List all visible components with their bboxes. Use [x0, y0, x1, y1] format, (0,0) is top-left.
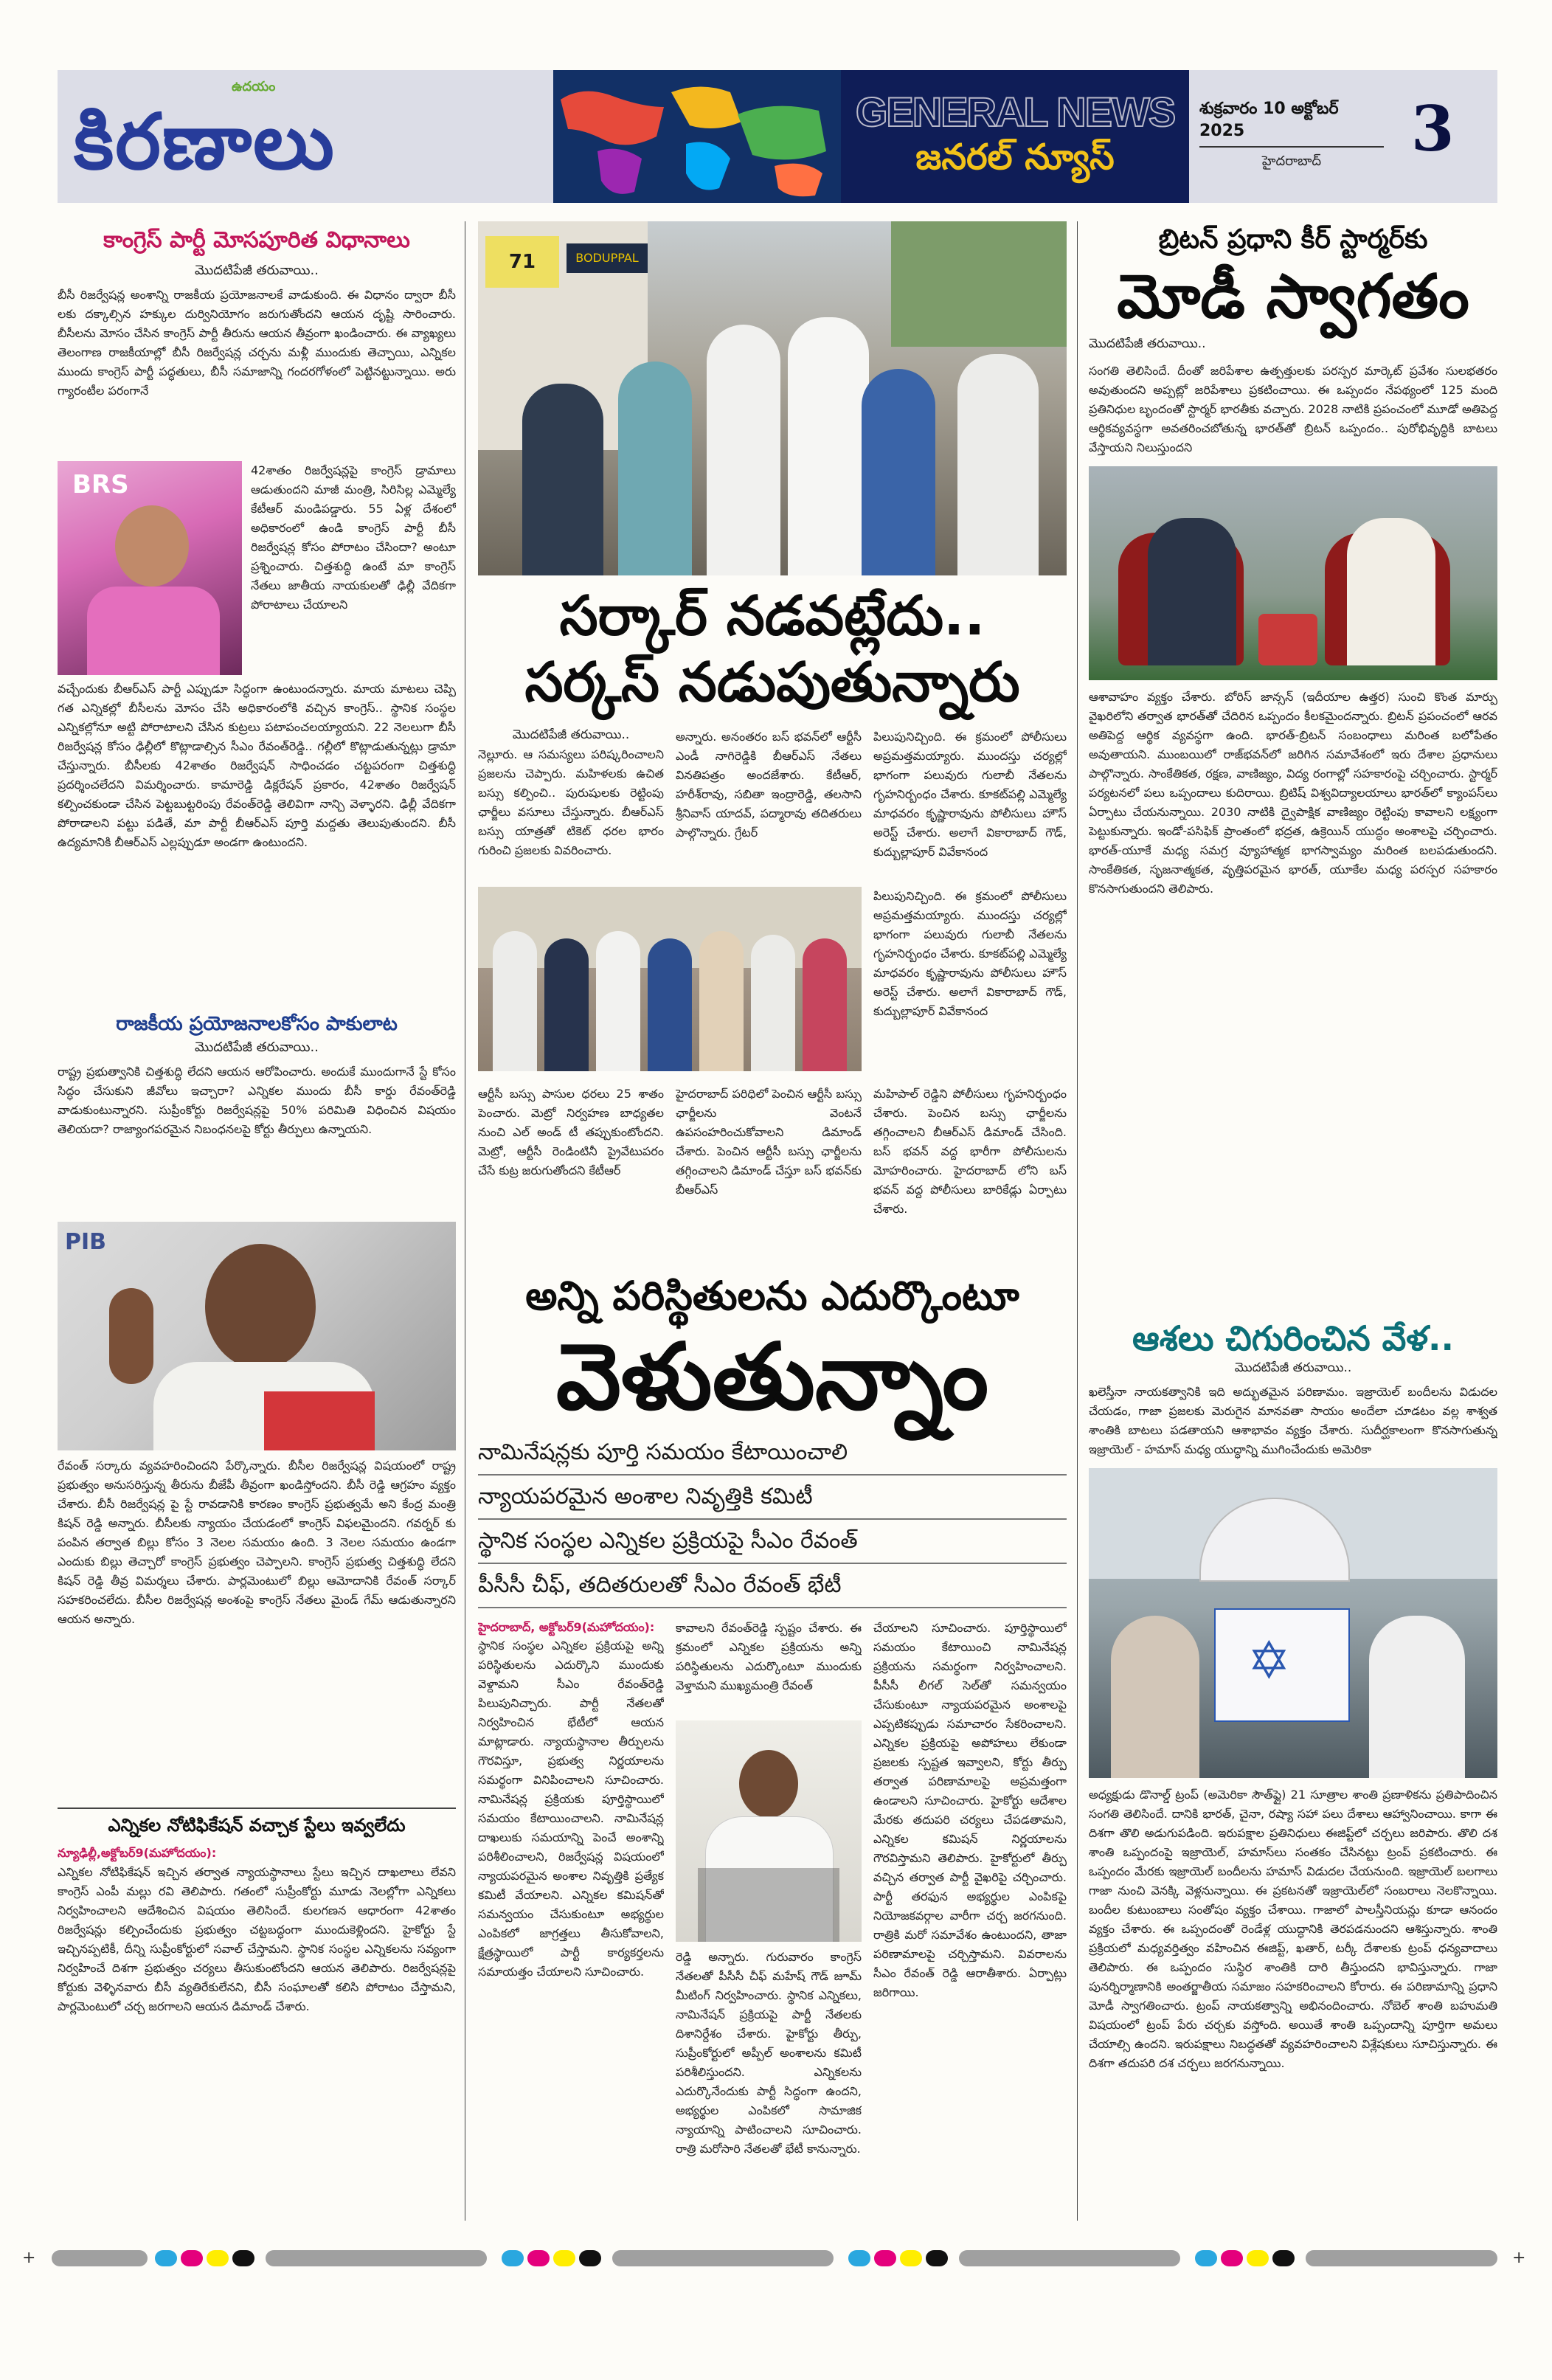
dateline — [1199, 100, 1384, 172]
story-byline: మొదటిపేజీ తరువాయి.. — [1089, 336, 1206, 351]
headline-main: వెళుతున్నాం — [555, 1324, 989, 1431]
story-title-politics: రాజకీయ ప్రయోజనాలకోసం పాకులాట — [116, 1013, 398, 1035]
story-byline: మొదటిపేజీ తరువాయి.. — [1234, 1360, 1352, 1375]
deck-line: పీసీసీ చీఫ్, తదితరులతో సీఎం రేవంత్ భేటీ — [478, 1570, 1067, 1608]
print-color-bar: + + — [22, 2249, 1526, 2267]
dateline-rule — [1199, 146, 1384, 148]
story-paragraph: రెడ్డి అన్నారు. గురువారం కాంగ్రెస్ నేతలతో పీసీసీ చీఫ్ మహేష్ గౌడ్ జూమ్ మీటింగ్ నిర్వహించారు. స్థానిక ఎన్నికలు, నామినేషన్ ప్రక్రియపై పార్టీ నేతలకు దిశానిర్దేశం చేశారు. హైకోర్టు తీర్పు, సుప్రీంకోర్టులో అప్పీల్ అంశాలను కమిటీ పరిశీలిస్తుందని. ఎన్నికలను ఎదుర్కొనేందుకు పార్టీ సిద్ధంగా ఉందని, అభ్యర్థుల ఎంపికలో సామాజిక న్యాయాన్ని పాటించాలని సూచించారు. రాత్రి మరోసారి నేతలతో భేటీ కానున్నారు. — [676, 1950, 862, 2156]
story-paragraph: ఎన్నికల నోటిఫికేషన్ ఇచ్చిన తర్వాత న్యాయస్థానాలు స్టేలు ఇచ్చిన దాఖలాలు లేవని కాంగ్రెస్ ఎంపీ మల్లు రవి తెలిపారు. గతంలో సుప్రీంకోర్టు మూడు నెలల్లోగా ఎన్నికలు నిర్వహించాలని ఆదేశించిన విషయం తెలిసిందే. కులగణన ఆధారంగా 42శాతం రిజర్వేషన్లు కల్పించేందుకు ప్రభుత్వం చట్టబద్ధంగా ముందుకెళ్లిందని. హైకోర్టు స్టే ఇచ్చినప్పటికీ, దీన్ని సుప్రీంకోర్టులో సవాల్ చేస్తామని. స్థానిక సంస్థల ఎన్నికలను సవ్యంగా నిర్వహించే దిశగా ప్రభుత్వం చర్యలు తీసుకుంటోందని ఆయన తెలిపారు. రిజర్వేషన్లపై కోర్టుకు వెళ్ళినవారు బీసీ వ్యతిరేకులేనని, బీసీ సంఘాలతో కలిసి పోరాటం చేస్తామని, పార్లమెంటులో చర్చ జరగాలని ఆయన డిమాండ్ చేశారు. — [58, 1865, 456, 2013]
story-paragraph: హైదరాబాద్ పరిధిలో పెంచిన ఆర్టీసీ బస్సు ఛార్జీలను వెంటనే ఉపసంహరించుకోవాలని డిమాండ్ చేశారు. పెంచిన ఆర్టీసీ బస్సు ఛార్జీలను తగ్గించాలని డిమాండ్ చేస్తూ బస్ భవన్‌కు బీఆర్ఎస్ — [676, 1087, 862, 1197]
edition-city: హైదరాబాద్ — [1261, 153, 1322, 169]
story-paragraph: బీసీ రిజర్వేషన్ల అంశాన్ని రాజకీయ ప్రయోజనాలకే వాడుకుంది. ఈ విధానం ద్వారా బీసీ లకు దక్కాల్సిన హక్కుల దుర్వినియోగం జరుగుతోందని ఆయన దృష్టి సారించారు. బీసీలను మోసం చేసిన కాంగ్రెస్ పార్టీ తీరును ఆయన తీవ్రంగా ఖండించారు. ఈ వ్యాఖ్యలు తెలంగాణ రాజకీయాల్లో బీసీ రిజర్వేషన్ల చర్చను మళ్లీ ముందుకు తెచ్చాయి, ఎన్నికల ముందు కాంగ్రెస్ పార్టీ పద్ధతులు, బీసీ సమాజాన్ని గందరగోళంలో పెట్టినట్టున్నాయి. అరు గ్యారంటీల పరంగానే — [58, 288, 456, 398]
headline-hopes: ఆశలు చిగురించిన వేళ.. — [1132, 1318, 1454, 1358]
story-byline: మొదటిపేజీ తరువాయి.. — [512, 727, 630, 742]
story-byline: మొదటిపేజీ తరువాయి.. — [195, 263, 319, 278]
newspaper-logo — [58, 70, 500, 203]
story-dateline: హైదరాబాద్, అక్టోబర్9(మహోదయం): — [478, 1620, 655, 1634]
issue-date: శుక్రవారం 10 అక్టోబర్ 2025 — [1199, 100, 1339, 140]
center-top-story — [478, 221, 1067, 1269]
deck-line: నామినేషన్లకు పూర్తి సమయం కేటాయించాలి — [478, 1437, 1067, 1476]
left-column — [58, 221, 456, 2221]
section-banner — [553, 70, 1189, 203]
photo-israel-celebration: ✡ — [1089, 1468, 1497, 1778]
photo-modi-starmer — [1089, 466, 1497, 680]
masthead — [58, 70, 1497, 203]
photo-kishan-reddy: PIB — [58, 1222, 456, 1450]
deck-line: న్యాయపరమైన అంశాల నివృత్తికి కమిటీ — [478, 1481, 1067, 1520]
story-paragraph: అధ్యక్షుడు డొనాల్డ్ ట్రంప్ (అమెరికా సౌత్‌ఫ్లై) 21 సూత్రాల శాంతి ప్రణాళికను ప్రతిపాదించిన సంగతి తెలిసిందే. దానికి భారత్, చైనా, రష్యా సహా పలు దేశాలు ఆహ్వానించాయి. కాగా ఈ దిశగా తొలి అడుగుపడింది. ఇరుపక్షాల ప్రతినిధులు ఈజిప్ట్‌లో చర్చలు జరిపారు. తొలి దశ శాంతి ఒప్పందంపై ఇజ్రాయెల్, హమాస్‌లు సంతకం చేసినట్టు ట్రంప్ ప్రకటించారు. ఈ ఒప్పందం మేరకు ఇజ్రాయెల్ బందీలను హమాస్ విడుదల చేయనుంది. ఇజ్రాయెల్ బలగాలు గాజా నుంచి వెనక్కి వెళ్లనున్నాయి. ఈ ప్రకటనతో ఇజ్రాయెల్‌లో సంబరాలు నెలకొన్నాయి. బందీల కుటుంబాలు సంతోషం వ్యక్తం చేశాయి. గాజాలో పాలస్తీనియన్లు కూడా ఆనందం వ్యక్తం చేశారు. ఈ ఒప్పందంతో రెండేళ్ల యుద్ధానికి తెరపడనుందని ఆశిస్తున్నారు. శాంతి ప్రక్రియలో మధ్యవర్తిత్వం వహించిన ఈజిప్ట్, ఖతార్, టర్కీ దేశాలకు ట్రంప్ ధన్యవాదాలు తెలిపారు. ఈ ఒప్పందం సుస్థిర శాంతికి దారి తీస్తుందని భావిస్తున్నారు. గాజా పునర్నిర్మాణానికి అంతర్జాతీయ సమాజం సహకరించాలని కోరారు. ఈ పరిణామాన్ని ప్రధాని మోడీ స్వాగతించారు. ట్రంప్ నాయకత్వాన్ని అభినందించారు. నోబెల్ శాంతి బహుమతి విషయంలో ట్రంప్ పేరు చర్చకు వస్తోంది. అయితే శాంతి ఒప్పందాన్ని పూర్తిగా అమలు చేయాల్సి ఉందని. ఇరుపక్షాలు నిబద్ధతతో వ్యవహరించాలని విశ్లేషకులు సూచిస్తున్నారు. ఈ దిశగా తదుపరి దశ చర్చలు జరగనున్నాయి. — [1089, 1788, 1497, 2070]
story-paragraph: నెల్లూరు. ఆ సమస్యలు పరిష్కరించాలని ప్రజలను చెప్పారు. మహిళలకు ఉచిత బస్సు కల్పించి.. పురుషులకు రెట్టింపు ఛార్జీలు వసూలు చేస్తున్నారు. బీఆర్ఎస్ బస్సు యాత్రతో టికెట్ ధరల భారం గురించి ప్రజలకు వివరించారు. — [478, 747, 664, 857]
story-paragraph: పిలుపునిచ్చింది. ఈ క్రమంలో పోలీసులు అప్రమత్తమయ్యారు. ముందస్తు చర్యల్లో భాగంగా పలువురు గులాబీ నేతలను గృహనిర్బంధం చేశారు. కూకట్‌పల్లి ఎమ్మెల్యే మాధవరం కృష్ణారావును పోలీసులు హౌస్ అరెస్ట్ చేశారు. అలాగే వికారాబాద్ గౌడ్, కుద్బుల్లాపూర్ వివేకానంద — [873, 889, 1067, 1018]
story-paragraph: చేయాలని సూచించారు. పూర్తిస్థాయిలో సమయం కేటాయించి నామినేషన్ల ప్రక్రియను సమర్థంగా నిర్వహించాలని. పీసీసీ లీగల్ సెల్‌తో సమన్వయం చేసుకుంటూ న్యాయపరమైన అంశాలపై ఎప్పటికప్పుడు సమాచారం సేకరించాలని. ఎన్నికల ప్రక్రియపై అపోహలు లేకుండా ప్రజలకు స్పష్టత ఇవ్వాలని, కోర్టు తీర్పు తర్వాత పరిణామాలపై అప్రమత్తంగా ఉండాలని సూచించారు. హైకోర్టు ఆదేశాల మేరకు తదుపరి చర్యలు చేపడతామని, ఎన్నికల కమిషన్ నిర్ణయాలను గౌరవిస్తామని తెలిపారు. హైకోర్టులో తీర్పు వచ్చిన తర్వాత పార్టీ వైఖరిపై చర్చించారు. పార్టీ తరఫున అభ్యర్థుల ఎంపికపై నియోజకవర్గాల వారీగా చర్చ జరగనుంది. రాత్రికి మరో సమావేశం ఉంటుందని, తాజా పరిణామాలపై చర్చిస్తామని. వివరాలను సీఎం రేవంత్ రెడ్డి ఆరాతీశారు. ఏర్పాట్లు జరిగాయి. — [873, 1621, 1067, 1999]
story-dateline: న్యూఢిల్లీ,అక్టోబర్9(మహోదయం): — [58, 1846, 217, 1860]
photo-bus-protest: 71 BODUPPAL — [478, 221, 1067, 575]
headline-line-1: సర్కార్ నడవట్లేదు.. — [559, 584, 985, 648]
story-paragraph: వచ్చేందుకు బీఆర్ఎస్ పార్టీ ఎప్పుడూ సిద్ధంగా ఉంటుందన్నారు. మాయ మాటలు చెప్పి గత ఎన్నికల్లో బీసీలను మోసం చేసి అధికారంలోకి వచ్చిన కాంగ్రెస్.. స్థానిక సంస్థల ఎన్నికల్లోనూ అట్టి పోరాటాలని చేసిన కుట్రలు పటాపంచలయ్యాయని. 22 నెలలుగా బీసీ రిజర్వేషన్ల కోసం ఢిల్లీలో కొట్లాడాల్సిన సీఎం రేవంత్‌రెడ్డి.. గల్లీలో కొట్లాడుతున్నట్లు డ్రామా చేస్తున్నారు. బీసీలకు 42శాతం రిజర్వేషన్ సాధించడం చట్టపరంగా చిత్తశుద్ధి ప్రదర్శించలేదని విమర్శించారు. కామారెడ్డి డిక్లరేషన్ ప్రకారం, 42శాతం రిజర్వేషన్ కల్పించకుండా చేసిన పెట్టబుట్టరింపు రేవంత్‌రెడ్డి తెలివిగా నాన్చి వెళ్ళారని. ఢిల్లీ వేదికగా పోరాడాలని పట్టు పడితే, మా పార్టీ బీఆర్ఎస్ పూర్తి మద్దతు తెలుపుతుందని. బీసీ ఉద్యమానికి బీఆర్ఎస్ ఎల్లప్పుడూ అండగా ఉంటుందని. — [58, 682, 456, 849]
logo-name: కిరణాలు — [74, 96, 336, 187]
page-number: 3 — [1411, 92, 1455, 165]
logo-tag: ఉదయం — [232, 79, 276, 94]
story-paragraph: 42శాతం రిజర్వేషన్లపై కాంగ్రెస్ డ్రామాలు ఆడుతుందని మాజీ మంత్రి, సిరిసిల్ల ఎమ్మెల్యే కేటీఆర్ మండిపడ్డారు. 55 ఏళ్ల దేశంలో అధికారంలో ఉండి కాంగ్రెస్ పార్టీ బీసీ రిజర్వేషన్ల కోసం పోరాటం చేసిందా? అంటూ ప్రశ్నించారు. చిత్తశుద్ధి ఉంటే మా కాంగ్రెస్ నేతలు జాతీయ నాయకులతో ఢిల్లీ వేదికగా పోరాటాలు చేయాలని — [251, 463, 456, 612]
banner-title-english: GENERAL NEWS — [855, 89, 1175, 135]
story-title-notification: ఎన్నికల నోటిఫికేషన్ వచ్చాక స్టేలు ఇవ్వలేదు — [108, 1815, 406, 1836]
story-paragraph: ఖలెస్తీనా నాయకత్వానికి ఇది అద్భుతమైన పరిణామం. ఇజ్రాయెల్ బందీలను విడుదల చేయడం, గాజా ప్రజలకు మెరుగైన మానవతా సాయం అందేలా చూడటం వల్ల శాశ్వత శాంతికి బాటలు పడతాయని ఆశాభావం వ్యక్తం చేశారు. సుదీర్ఘకాలంగా కొనసాగుతున్న ఇజ్రాయెల్ - హమాస్ మధ్య యుద్ధాన్ని ముగించేందుకు అమెరికా — [1089, 1385, 1497, 1456]
story-paragraph: రాష్ట్ర ప్రభుత్వానికి చిత్తశుద్ధి లేదని ఆయన ఆరోపించారు. అందుకే ముందుగానే స్టే కోసం సిద్ధం చేసుకుని జీవోలు ఇచ్చారా? ఎన్నికల ముందు బీసీ కార్డు రేవంత్‌రెడ్డి వాడుకుంటున్నారని. సుప్రీంకోర్టు రిజర్వేషన్లపై 50% పరిమితి విధించిన విషయం తెలియదా? రాజ్యాంగపరమైన నిబంధనలపై కోర్టు తీర్పులు ఉన్నాయని. — [58, 1065, 456, 1136]
story-paragraph: స్థానిక సంస్థల ఎన్నికల ప్రక్రియపై అన్ని పరిస్థితులను ఎదుర్కొని ముందుకు వెళ్దామని సీఎం రేవంత్‌రెడ్డి పిలుపునిచ్చారు. పార్టీ నేతలతో నిర్వహించిన భేటీలో ఆయన మాట్లాడారు. న్యాయస్థానాల తీర్పులను గౌరవిస్తూ, ప్రభుత్వ నిర్ణయాలను సమర్థంగా వినిపించాలని సూచించారు. నామినేషన్ల ప్రక్రియకు పూర్తిస్థాయిలో సమయం కేటాయించాలని. నామినేషన్ల దాఖలుకు సమయాన్ని పెంచే అంశాన్ని పరిశీలించాలని, రిజర్వేషన్ల విషయంలో న్యాయపరమైన అంశాల నివృత్తికి ప్రత్యేక కమిటీ వేయాలని. ఎన్నికల కమిషన్‌తో సమన్వయం చేసుకుంటూ అభ్యర్థుల ఎంపికలో జాగ్రత్తలు తీసుకోవాలని, క్షేత్రస్థాయిలో పార్టీ కార్యకర్తలను సమాయత్తం చేయాలని సూచించారు. — [478, 1639, 664, 1979]
story-paragraph: కావాలని రేవంత్‌రెడ్డి స్పష్టం చేశారు. ఈ క్రమంలో ఎన్నికల ప్రక్రియను అన్ని పరిస్థితులను ఎదుర్కొంటూ ముందుకు వెళ్తామని ముఖ్యమంత్రి రేవంత్ — [676, 1621, 862, 1692]
world-map-graphic — [553, 70, 841, 203]
story-title-congress: కాంగ్రెస్ పార్టీ మోసపూరిత విధానాలు — [103, 227, 410, 253]
headline-line-2: సర్కస్ నడుపుతున్నారు — [524, 651, 1020, 714]
headline-kicker-starmer: బ్రిటన్ ప్రధాని కీర్ స్టార్మర్‌కు — [1158, 224, 1428, 255]
story-paragraph: రేవంత్ సర్కారు వ్యవహరించిందని పేర్కొన్నారు. బీసీల రిజర్వేషన్ల విషయంలో రాష్ట్ర ప్రభుత్వం అనుసరిస్తున్న తీరును బీజేపీ తీవ్రంగా ఖండిస్తోందని. బీసీ రెడ్డి ఆగ్రహం వ్యక్తం చేశారు. బీసీ రిజర్వేషన్ల పై స్టే రావడానికి కారణం కాంగ్రెస్ ప్రభుత్వమే అని కేంద్ర మంత్రి కిషన్ రెడ్డి అన్నారు. బీసీలకు న్యాయం చేయడంలో కాంగ్రెస్ విఫలమైందని. గవర్నర్ కు పంపిన తర్వాత బిల్లు కోసం 3 నెలల సమయం ఉంది. 3 నెలల సమయం ఉండగా ఎందుకు బిల్లు తెచ్చారో కాంగ్రెస్ ప్రభుత్వం చెప్పాలని. కాంగ్రెస్ ప్రభుత్వ చిత్తశుద్ధి లేదని కిషన్ రెడ్డి తీవ్ర విమర్శలు చేశారు. పార్లమెంటులో బిల్లు ఆమోదానికి రేవంత్ సర్కార్ సహకరించలేదు. బీసీల రిజర్వేషన్ల అంశంపై కాంగ్రెస్ నేతలు మైండ్ గేమ్ ఆడుతున్నారని ఆయన అన్నారు. — [58, 1459, 456, 1626]
photo-revanth-reddy — [676, 1720, 862, 1942]
story-paragraph: పిలుపునిచ్చింది. ఈ క్రమంలో పోలీసులు అప్రమత్తమయ్యారు. ముందస్తు చర్యల్లో భాగంగా పలువురు గులాబీ నేతలను గృహనిర్బంధం చేశారు. కూకట్‌పల్లి ఎమ్మెల్యే మాధవరం కృష్ణారావును పోలీసులు హౌస్ అరెస్ట్ చేశారు. అలాగే వికారాబాద్ గౌడ్, కుద్బుల్లాపూర్ వివేకానంద — [873, 730, 1067, 859]
story-divider — [58, 1808, 456, 1809]
center-lower-story — [478, 1270, 1067, 2221]
deck-line: స్థానిక సంస్థల ఎన్నికల ప్రక్రియపై సీఎం రేవంత్ — [478, 1526, 1067, 1564]
story-paragraph: అన్నారు. అనంతరం బస్ భవన్‌లో ఆర్టీసీ ఎండీ నాగిరెడ్డికి బీఆర్ఎస్ నేతలు వినతిపత్రం అందజేశారు. కేటీఆర్, హరీశ్‌రావు, సబితా ఇంద్రారెడ్డి, తలసాని శ్రీనివాస్ యాదవ్, పద్మారావు తదితరులు పాల్గొన్నారు. గ్రేటర్ — [676, 730, 862, 840]
headline-modi-welcome: మోడీ స్వాగతం — [1117, 262, 1469, 332]
story-paragraph: ఆర్టీసీ బస్సు పాసుల ధరలు 25 శాతం పెంచారు. మెట్రో నిర్వహణ బాధ్యతల నుంచి ఎల్ అండ్ టీ తప్పుకుంటోందని. మెట్రో, ఆర్టీసీ రెండింటినీ ప్రైవేటుపరం చేసే కుట్ర జరుగుతోందని కేటీఆర్ — [478, 1087, 664, 1177]
headline-kicker: అన్ని పరిస్థితులను ఎదుర్కొంటూ — [525, 1273, 1019, 1319]
photo-ktr: BRS — [58, 461, 242, 675]
story-byline: మొదటిపేజీ తరువాయి.. — [195, 1039, 319, 1055]
column-rule — [1077, 221, 1078, 2221]
story-paragraph: ఆశావాహం వ్యక్తం చేశారు. బోరిస్ జాన్సన్ (ఇదీయాల ఉత్తర) సుంచి కొంత మార్పు వైఖరిలోని తర్వాత భారత్‌తో చేదిరిన ఒప్పందం కీలకమైందన్నారు. బ్రిటన్ ప్రపంచంలో ఆరవ అతిపెద్ద ఆర్థిక వ్యవస్థగా ఉంది. భారత్-బ్రిటన్ సంబంధాలు మరింత బలోపేతం అవుతాయని. ముంబయిలో రాజ్‌భవన్‌లో జరిగిన సమావేశంలో ఇరు దేశాల ప్రధానులు పాల్గొన్నారు. సాంకేతికత, రక్షణ, వాణిజ్యం, విద్య రంగాల్లో సహకారంపై చర్చించారు. స్టార్మర్ పర్యటనలో పలు ఒప్పందాలు కుదిరాయి. బ్రిటిష్ విశ్వవిద్యాలయాలు భారత్‌లో క్యాంపస్‌లు ఏర్పాటు చేయనున్నాయి. 2030 నాటికి ద్వైపాక్షిక వాణిజ్యం రెట్టింపు కావాలని లక్ష్యంగా పెట్టుకున్నారు. ఇండో-పసిఫిక్ ప్రాంతంలో భద్రత, ఉక్రెయిన్ యుద్ధం అంశాలపై చర్చించారు. భారత్-యూకే మధ్య సమగ్ర వ్యూహాత్మక భాగస్వామ్యం మరింత బలపడుతుందని. సాంకేతికత, సృజనాత్మకత, వృత్తిపరమైన భారత్, యూకేల మధ్య పరస్పర సహకారం కొనసాగుతుందని తెలిపారు. — [1089, 690, 1497, 896]
banner-title-telugu: జనరల్ న్యూస్ — [915, 136, 1115, 178]
photo-bus-bhavan-memorandum — [478, 887, 862, 1071]
story-paragraph: సంగతి తెలిసిందే. దీంతో జరిపేశాల ఉత్పత్తులకు పరస్పర మార్కెట్ ప్రవేశం సులభతరం అవుతుందని అప్పట్లో జరిపేశాలు ప్రకటించాయి. ఈ ఒప్పందం నేపథ్యంలో 125 మంది ప్రతినిధుల బృందంతో స్టార్మర్ భారతీకు వచ్చారు. 2028 నాటికి ప్రపంచంలో మూడో అతిపెద్ద ఆర్థికవ్యవస్థగా అవతరించబోతున్న భారత్‌తో బ్రిటన్ ఒప్పందం.. పురోభివృద్ధికి బాటలు వేస్తాయని నిలుస్తుందని — [1089, 364, 1497, 454]
right-column — [1089, 221, 1497, 2221]
story-paragraph: మహిపాల్ రెడ్డిని పోలీసులు గృహనిర్బంధం చేశారు. పెంచిన బస్సు ఛార్జీలను తగ్గించాలని బీఆర్ఎస్ డిమాండ్ చేసింది. బస్ భవన్ వద్ద భారీగా పోలీసులను మోహరించారు. హైదరాబాద్ లోని బస్ భవన్ వద్ద పోలీసులు బారికేడ్లు ఏర్పాటు చేశారు. — [873, 1087, 1067, 1216]
